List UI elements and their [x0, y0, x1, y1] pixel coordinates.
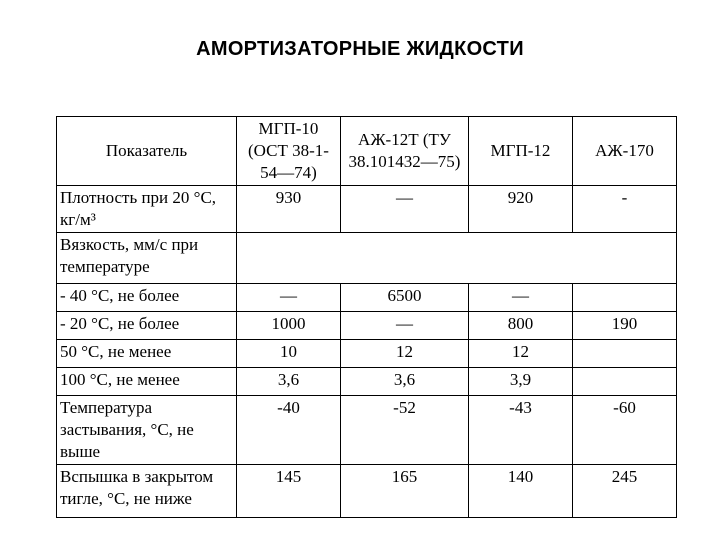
cell-value	[573, 368, 677, 396]
header-cell: АЖ-170	[573, 117, 677, 186]
cell-value: 245	[573, 465, 677, 518]
cell-value: 140	[469, 465, 573, 518]
cell-value: —	[341, 186, 469, 233]
row-label: 100 °С, не менее	[57, 368, 237, 396]
table-row	[57, 340, 677, 368]
header-cell: МГП-10 (ОСТ 38-1-54—74)	[237, 117, 341, 186]
row-label: Температура застывания, °С, не выше	[57, 396, 237, 465]
cell-value: 3,6	[237, 368, 341, 396]
cell-value: 190	[573, 312, 677, 340]
cell-value: 3,9	[469, 368, 573, 396]
row-label: - 20 °С, не более	[57, 312, 237, 340]
slide-title: АМОРТИЗАТОРНЫЕ ЖИДКОСТИ	[196, 38, 524, 60]
cell-value: 145	[237, 465, 341, 518]
cell-value: 800	[469, 312, 573, 340]
header-cell: МГП-12	[469, 117, 573, 186]
table-row	[57, 368, 677, 396]
table-row	[57, 284, 677, 312]
cell-value: —	[469, 284, 573, 312]
table-header-row	[57, 117, 677, 186]
table-row	[57, 186, 677, 233]
row-label: 50 °С, не менее	[57, 340, 237, 368]
cell-value: 1000	[237, 312, 341, 340]
cell-value	[237, 233, 677, 284]
row-label: Вязкость, мм/с при температуре	[57, 233, 237, 284]
cell-value	[573, 340, 677, 368]
table-row	[57, 465, 677, 518]
table-row	[57, 312, 677, 340]
row-label: Плотность при 20 °С, кг/м³	[57, 186, 237, 233]
cell-value: -40	[237, 396, 341, 465]
properties-table	[56, 116, 677, 518]
table-row	[57, 233, 677, 284]
row-label: Вспышка в закрытом тигле, °С, не ниже	[57, 465, 237, 518]
row-label: - 40 °С, не более	[57, 284, 237, 312]
cell-value: 6500	[341, 284, 469, 312]
cell-value: 10	[237, 340, 341, 368]
cell-value: -43	[469, 396, 573, 465]
table-row	[57, 396, 677, 465]
cell-value: 930	[237, 186, 341, 233]
cell-value: 920	[469, 186, 573, 233]
cell-value: —	[237, 284, 341, 312]
cell-value: -60	[573, 396, 677, 465]
cell-value: 165	[341, 465, 469, 518]
header-cell: АЖ-12Т (ТУ 38.101432—75)	[341, 117, 469, 186]
cell-value: 12	[469, 340, 573, 368]
header-cell: Показатель	[57, 117, 237, 186]
cell-value	[573, 284, 677, 312]
cell-value: -52	[341, 396, 469, 465]
cell-value: 12	[341, 340, 469, 368]
cell-value: -	[573, 186, 677, 233]
cell-value: 3,6	[341, 368, 469, 396]
cell-value: —	[341, 312, 469, 340]
